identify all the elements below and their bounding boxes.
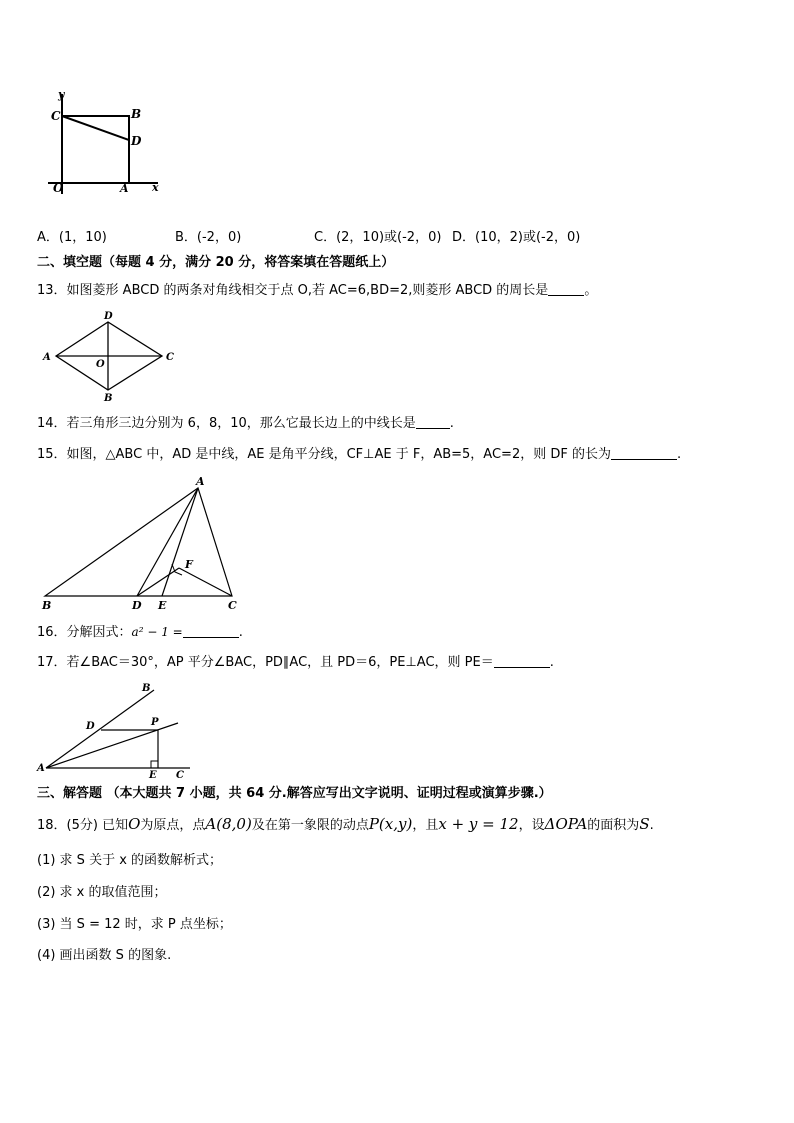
- q13-label-d: D: [104, 311, 113, 322]
- question-18-triangle: ΔOPA: [544, 815, 588, 833]
- question-16-end: .: [238, 625, 243, 640]
- question-14-end: .: [449, 416, 454, 431]
- q17-ray-ab: [46, 690, 154, 768]
- question-18-sub-2: (2) 求 x 的取值范围；: [37, 885, 167, 900]
- q17-right-angle-mark: [151, 761, 158, 768]
- question-18-p2: 为原点，点: [140, 818, 206, 833]
- question-18-sub-4: (4) 画出函数 S 的图象.: [37, 948, 172, 963]
- q17-label-a: A: [37, 763, 45, 774]
- q12-label-d: D: [131, 134, 142, 148]
- q17-label-p: P: [151, 717, 159, 728]
- question-18-p3: 及在第一象限的动点: [251, 818, 369, 833]
- q12-option-c: C．(2，10)或(-2，0): [314, 230, 442, 245]
- q12-label-a: A: [120, 182, 129, 195]
- q12-figure: [40, 88, 170, 196]
- question-16: [37, 623, 243, 642]
- section-3-title: 三、解答题 （本大题共 7 小题，共 64 分.解答应写出文字说明、证明过程或演算步骤.）: [37, 786, 552, 801]
- question-17: [37, 654, 554, 672]
- q12-option-a: A．(1，10): [37, 230, 107, 245]
- q12-label-x: x: [152, 181, 159, 194]
- answer-blank-16: [183, 625, 239, 638]
- question-18-sub-3: (3) 当 S = 12 时，求 P 点坐标；: [37, 917, 232, 932]
- q12-segment-cd: [62, 116, 129, 140]
- question-18-end: .: [649, 818, 654, 833]
- q15-triangle-abc: [45, 488, 232, 596]
- question-18-area-s: S: [639, 815, 650, 833]
- question-18-p6: 的面积为: [587, 818, 640, 833]
- question-13: [37, 282, 597, 300]
- question-15-text: 15．如图，△ABC 中，AD 是中线，AE 是角平分线，CF⊥AE 于 F，AB=5，AC=2，则 DF 的长为: [37, 447, 611, 462]
- q12-label-y: y: [58, 88, 65, 101]
- question-14: [37, 415, 454, 433]
- question-16-text: 16．分解因式：: [37, 625, 132, 640]
- q12-option-d: D．(10，2)或(-2，0): [452, 230, 581, 245]
- q13-rhombus-figure: [38, 308, 180, 404]
- answer-blank-13: [548, 283, 584, 296]
- question-18-origin: O: [128, 815, 141, 833]
- question-18: [37, 815, 654, 835]
- q17-label-c: C: [176, 770, 184, 780]
- question-13-end: 。: [584, 283, 598, 298]
- question-17-end: .: [549, 655, 554, 670]
- question-18-p5: ，设: [518, 818, 545, 833]
- question-18-p1: 18．(5分) 已知: [37, 818, 129, 833]
- question-15-end: .: [676, 447, 682, 462]
- q15-triangle-figure: [38, 474, 253, 614]
- q13-label-a: A: [43, 352, 51, 363]
- q17-label-e: E: [149, 770, 157, 780]
- question-15: [37, 446, 681, 464]
- q15-label-b: B: [42, 599, 52, 612]
- question-16-expression: a² − 1 =: [131, 625, 183, 639]
- q12-label-b: B: [131, 107, 142, 121]
- answer-blank-14: [416, 416, 450, 429]
- q12-label-c: C: [51, 109, 61, 123]
- q17-label-d: D: [86, 721, 95, 732]
- question-18-point-p: P(x,y): [368, 815, 413, 833]
- q12-square: [62, 116, 129, 183]
- q13-label-b: B: [104, 393, 113, 404]
- question-14-text: 14．若三角形三边分别为 6，8，10，那么它最长边上的中线长是: [37, 416, 416, 431]
- answer-blank-17: [494, 655, 550, 668]
- question-18-p4: ，且: [412, 818, 439, 833]
- q15-label-d: D: [132, 599, 142, 612]
- q15-label-a: A: [196, 475, 205, 488]
- q15-label-e: E: [158, 599, 167, 612]
- answer-blank-15: [611, 447, 677, 460]
- q12-option-b: B．(-2，0): [175, 230, 242, 245]
- q17-label-b: B: [142, 683, 151, 694]
- q13-label-c: C: [166, 352, 174, 363]
- question-17-text: 17．若∠BAC＝30°，AP 平分∠BAC，PD∥AC，且 PD＝6，PE⊥AC，则 PE＝: [37, 655, 494, 670]
- section-2-title: 二、填空题（每题 4 分，满分 20 分，将答案填在答题纸上）: [37, 255, 395, 270]
- question-13-text: 13．如图菱形 ABCD 的两条对角线相交于点 O,若 AC=6,BD=2,则菱形 ABCD 的周长是: [37, 283, 549, 298]
- q15-segment-df: [137, 568, 179, 596]
- question-18-sub-1: (1) 求 S 关于 x 的函数解析式；: [37, 853, 223, 868]
- question-18-point-a: A(8,0): [205, 815, 252, 833]
- q12-label-o: O: [53, 181, 64, 195]
- question-18-condition: x + y = 12: [438, 815, 519, 833]
- q15-label-f: F: [185, 558, 193, 571]
- q17-angle-figure: [36, 680, 196, 780]
- q13-label-o: O: [96, 359, 105, 370]
- q15-label-c: C: [228, 599, 237, 612]
